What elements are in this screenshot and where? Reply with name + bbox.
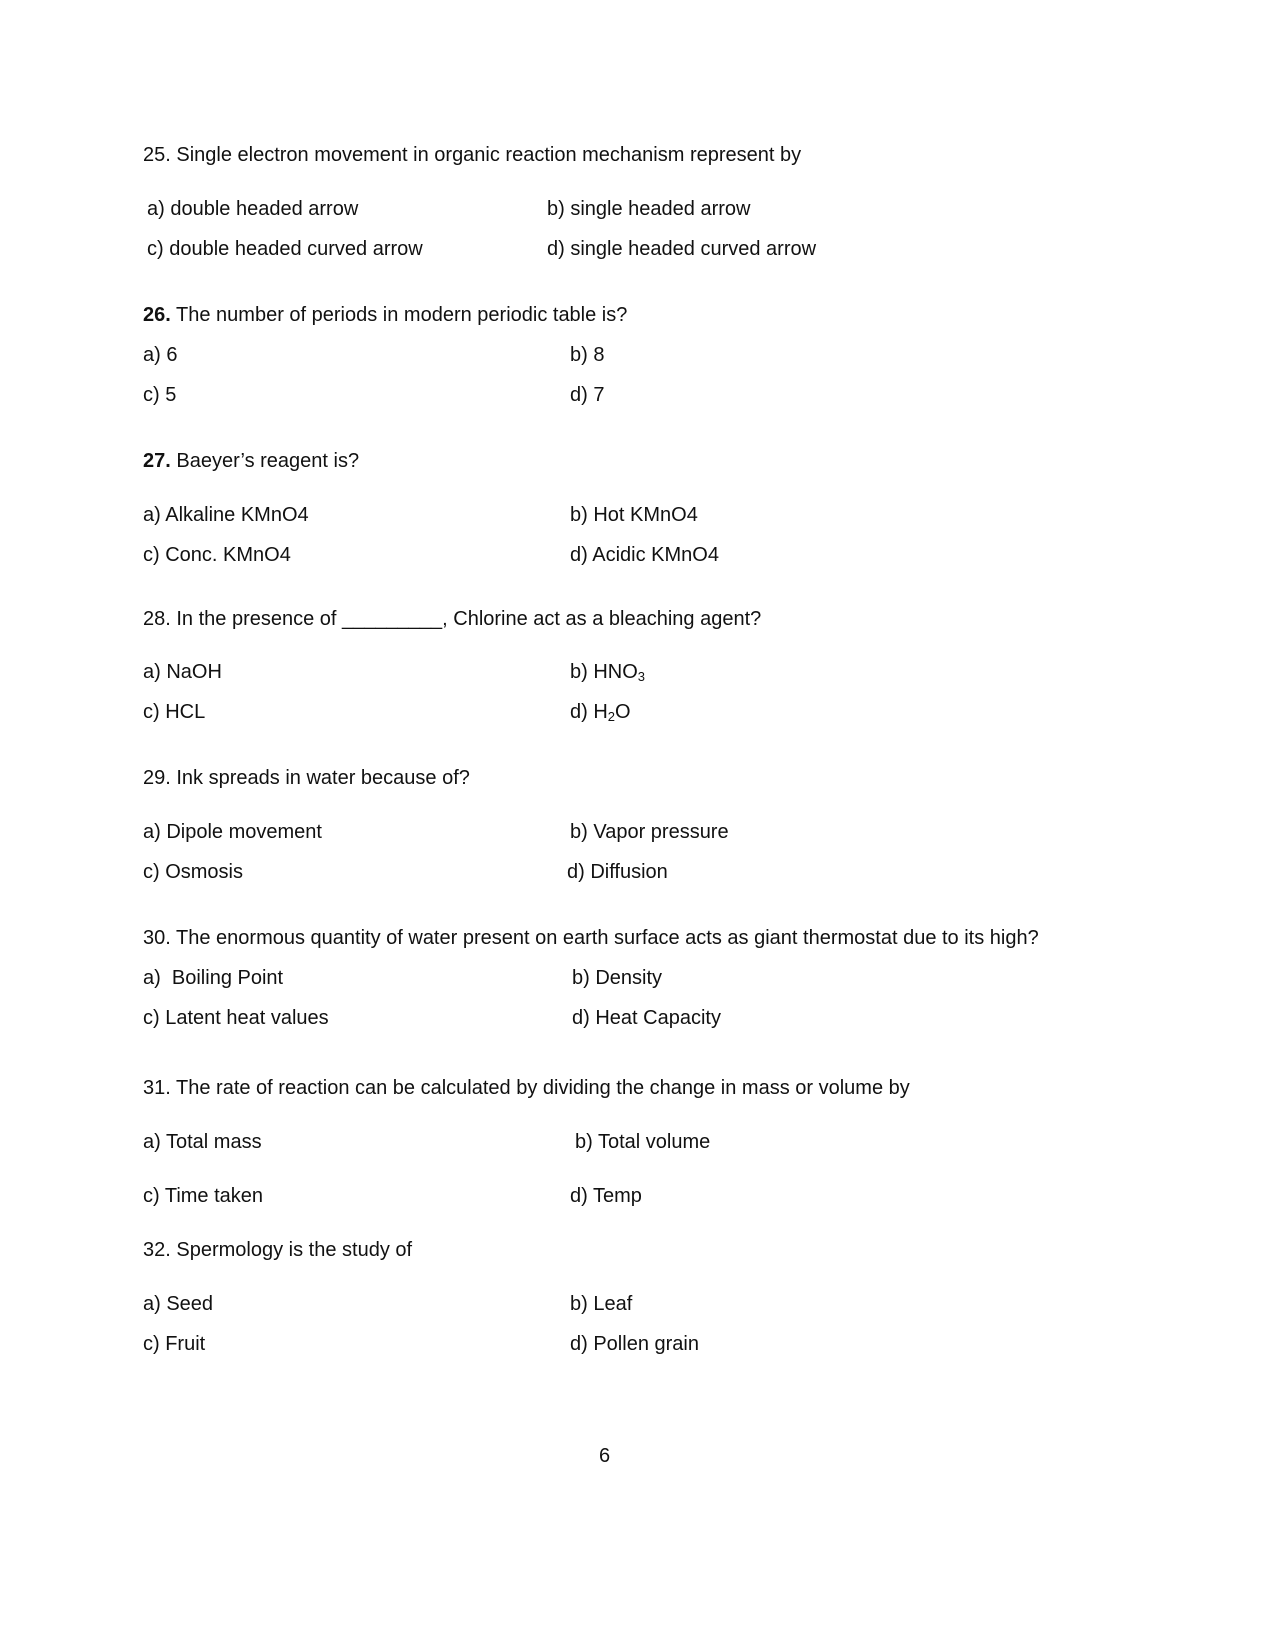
- question-28: [143, 607, 761, 631]
- option-b: b) Leaf: [570, 1293, 633, 1315]
- option-b: b) Hot KMnO4: [570, 504, 698, 526]
- option-a: a) Total mass: [143, 1131, 262, 1153]
- question-32: [143, 1238, 412, 1262]
- option-a: a) Alkaline KMnO4: [143, 504, 309, 526]
- option-b: b) Total volume: [575, 1131, 711, 1153]
- option-d: d) Heat Capacity: [572, 1007, 721, 1029]
- question-25: [143, 143, 801, 167]
- question-30: [143, 926, 1039, 950]
- option-d: d) Diffusion: [567, 861, 668, 883]
- option-b: b) Vapor pressure: [570, 821, 729, 843]
- option-d: d) 7: [570, 384, 605, 406]
- option-a: a) double headed arrow: [147, 198, 359, 220]
- question-31: [143, 1076, 910, 1100]
- option-a: a) 6: [143, 344, 178, 366]
- question-text: Baeyer’s reagent is?: [176, 450, 360, 472]
- option-d: d) Temp: [570, 1185, 642, 1207]
- option-a: a) Dipole movement: [143, 821, 322, 843]
- question-text: Spermology is the study of: [176, 1239, 413, 1261]
- option-c: c) Latent heat values: [143, 1007, 329, 1029]
- option-d: d) single headed curved arrow: [547, 238, 817, 260]
- question-number: 27.: [143, 450, 171, 472]
- question-text: Single electron movement in organic reaction mechanism represent by: [170, 144, 802, 166]
- page-number: 6: [599, 1445, 611, 1467]
- question-number: 32.: [143, 1239, 171, 1261]
- subscript: 3: [637, 669, 646, 684]
- option-d: [570, 700, 631, 724]
- question-number: 30.: [143, 927, 171, 949]
- option-d: d) Acidic KMnO4: [570, 544, 719, 566]
- question-text: The rate of reaction can be calculated by dividing the change in mass or volume by: [176, 1077, 910, 1099]
- question-text: In the presence of _________, Chlorine act as a bleaching agent?: [176, 608, 762, 630]
- option-b: b) Density: [572, 967, 663, 989]
- question-text: The enormous quantity of water present on earth surface acts as giant thermostat due to its high?: [176, 927, 1039, 949]
- question-26: [143, 303, 627, 327]
- option-d: d) Pollen grain: [570, 1333, 699, 1355]
- option-text: b) HNO: [570, 661, 638, 683]
- option-c: c) HCL: [143, 701, 206, 723]
- question-text: The number of periods in modern periodic table is?: [176, 304, 628, 326]
- option-c: c) Osmosis: [143, 861, 243, 883]
- question-number: 31.: [143, 1077, 171, 1099]
- option-b: [570, 660, 645, 684]
- subscript: 2: [607, 709, 616, 724]
- option-c: c) 5: [143, 384, 177, 406]
- option-a: a) Seed: [143, 1293, 214, 1315]
- option-text: d) H: [570, 701, 608, 723]
- question-number: 29.: [143, 767, 171, 789]
- option-c: c) Conc. KMnO4: [143, 544, 291, 566]
- question-27: [143, 449, 359, 473]
- question-number: 25.: [143, 144, 171, 166]
- question-29: [143, 766, 470, 790]
- option-b: b) 8: [570, 344, 605, 366]
- question-number: 28.: [143, 608, 171, 630]
- option-a: a) NaOH: [143, 661, 222, 683]
- question-text: Ink spreads in water because of?: [176, 767, 470, 789]
- option-c: c) Fruit: [143, 1333, 206, 1355]
- option-a: a) Boiling Point: [143, 967, 284, 989]
- option-text: O: [615, 701, 631, 723]
- question-number: 26.: [143, 304, 171, 326]
- option-c: c) Time taken: [143, 1185, 264, 1207]
- option-c: c) double headed curved arrow: [147, 238, 423, 260]
- option-b: b) single headed arrow: [547, 198, 751, 220]
